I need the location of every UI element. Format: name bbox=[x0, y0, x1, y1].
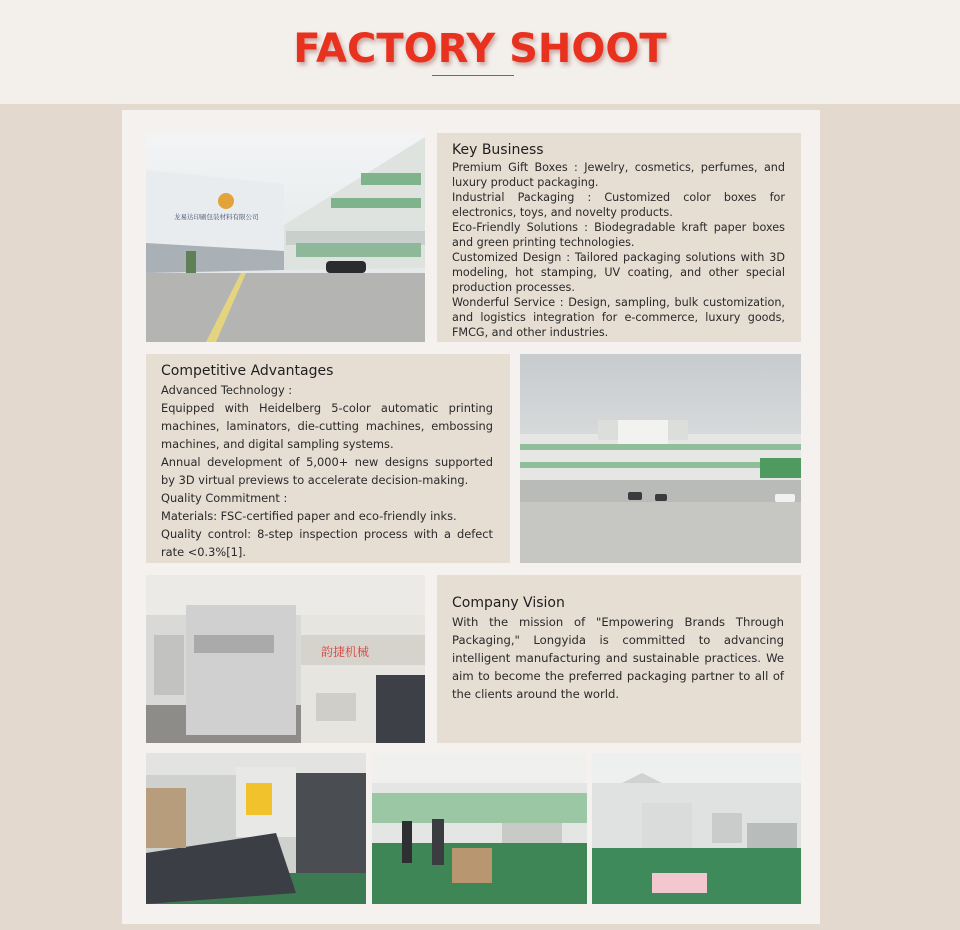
company-vision-box bbox=[437, 575, 801, 743]
advantage-line: Quality Commitment : bbox=[161, 491, 288, 505]
page-title: FACTORY SHOOT bbox=[293, 26, 667, 72]
photo-production-floor bbox=[592, 753, 801, 904]
photo-printing-machine bbox=[146, 575, 425, 743]
competitive-advantages-box bbox=[146, 354, 510, 563]
competitive-advantages-heading: Competitive Advantages bbox=[161, 363, 334, 379]
machine-sign-text: 韵捷机械 bbox=[321, 645, 370, 659]
key-business-item: Eco-Friendly Solutions : Biodegradable kraft paper boxes and green printing technologies. bbox=[452, 221, 785, 249]
photo-factory-exterior bbox=[146, 133, 425, 342]
advantage-line: Quality control: 8-step inspection process with a defect rate <0.3%[1]. bbox=[161, 527, 493, 559]
title-underline bbox=[432, 75, 514, 76]
key-business-item: Wonderful Service : Design, sampling, bulk customization, and logistics integration for e-commerce, luxury goods, FMCG, and other industries. bbox=[452, 296, 785, 339]
key-business-box bbox=[437, 133, 801, 342]
key-business-item: Customized Design : Tailored packaging solutions with 3D modeling, hot stamping, UV coating, and other special production processes. bbox=[452, 251, 785, 294]
advantage-line: Advanced Technology : bbox=[161, 383, 293, 397]
advantage-line: Annual development of 5,000+ new designs supported by 3D virtual previews to accelerate decision-making. bbox=[161, 455, 493, 487]
building-sign-text: 龙易达印刷包装材料有限公司 bbox=[174, 213, 259, 221]
key-business-heading: Key Business bbox=[452, 142, 544, 158]
advantage-line: Equipped with Heidelberg 5-color automatic printing machines, laminators, die-cutting machines, embossing machines, and digital sampling systems. bbox=[161, 401, 493, 451]
company-vision-heading: Company Vision bbox=[452, 595, 565, 611]
advantage-line: Materials: FSC-certified paper and eco-friendly inks. bbox=[161, 509, 457, 523]
company-vision-text: With the mission of "Empowering Brands Through Packaging," Longyida is committed to advancing intelligent manufacturing and sustainable practices. We aim to become the preferred packaging partner to all of the clients around the world. bbox=[452, 615, 784, 701]
key-business-item: Industrial Packaging : Customized color boxes for electronics, toys, and novelty products. bbox=[452, 191, 785, 219]
photo-factory-front bbox=[520, 354, 801, 563]
photo-warehouse bbox=[372, 753, 587, 904]
photo-workshop-conveyor bbox=[146, 753, 366, 904]
key-business-item: Premium Gift Boxes : Jewelry, cosmetics, perfumes, and luxury product packaging. bbox=[452, 161, 785, 189]
